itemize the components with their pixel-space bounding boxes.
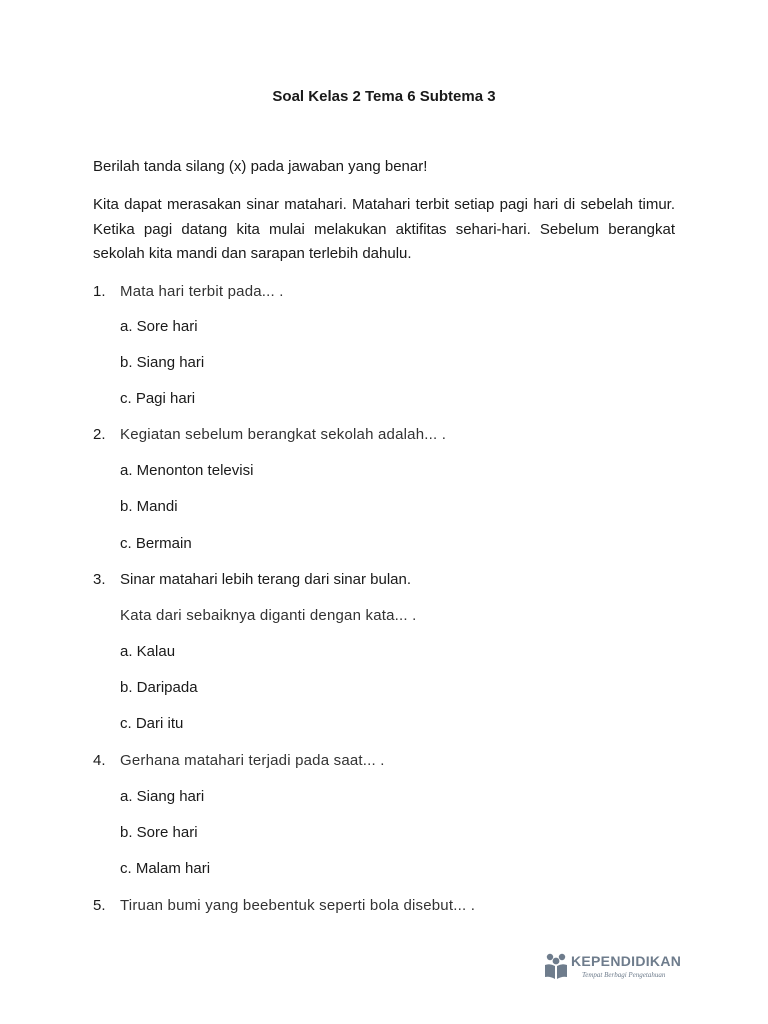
option-1a: a. Sore hari [120, 318, 198, 335]
question-4 [93, 752, 385, 769]
option-3a: a. Kalau [120, 643, 176, 660]
question-text: Mata hari terbit pada... . [120, 283, 284, 300]
option-3c: c. Dari itu [120, 715, 184, 732]
option-3b: b. Daripada [120, 679, 198, 696]
question-text: Kegiatan sebelum berangkat sekolah adalah... . [120, 426, 447, 443]
question-number: 2. [93, 426, 106, 443]
question-number: 3. [93, 571, 106, 588]
logo-name: KEPENDIDIKAN [571, 953, 682, 969]
option-2c: c. Bermain [120, 535, 192, 552]
option-4a: a. Siang hari [120, 788, 205, 805]
question-3-subtext: Kata dari sebaiknya diganti dengan kata... . [120, 607, 417, 624]
question-3 [93, 571, 411, 588]
option-4c: c. Malam hari [120, 860, 211, 877]
option-2a: a. Menonton televisi [120, 462, 254, 479]
instruction-text: Berilah tanda silang (x) pada jawaban yang benar! [93, 158, 428, 175]
people-book-icon [544, 952, 568, 980]
question-1 [93, 283, 284, 300]
question-text: Sinar matahari lebih terang dari sinar bulan. [120, 571, 411, 588]
option-1b: b. Siang hari [120, 354, 205, 371]
logo-tagline: Tempat Berbagi Pengetahuan [582, 971, 666, 979]
page-title: Soal Kelas 2 Tema 6 Subtema 3 [272, 88, 496, 105]
question-number: 5. [93, 897, 106, 914]
question-text: Gerhana matahari terjadi pada saat... . [120, 752, 385, 769]
question-5 [93, 897, 475, 914]
option-2b: b. Mandi [120, 498, 178, 515]
question-text: Tiruan bumi yang beebentuk seperti bola disebut... . [120, 897, 476, 914]
kependidikan-logo [544, 950, 684, 986]
option-1c: c. Pagi hari [120, 390, 196, 407]
option-4b: b. Sore hari [120, 824, 198, 841]
question-number: 4. [93, 752, 106, 769]
reading-passage: Kita dapat merasakan sinar matahari. Matahari terbit setiap pagi hari di sebelah timur. Ketika pagi datang kita mulai melakukan aktifitas sehari-hari. Sebelum berangkat sekolah kita mandi dan sarapan terlebih dahulu. [93, 196, 675, 262]
question-2 [93, 426, 446, 443]
question-number: 1. [93, 283, 106, 300]
